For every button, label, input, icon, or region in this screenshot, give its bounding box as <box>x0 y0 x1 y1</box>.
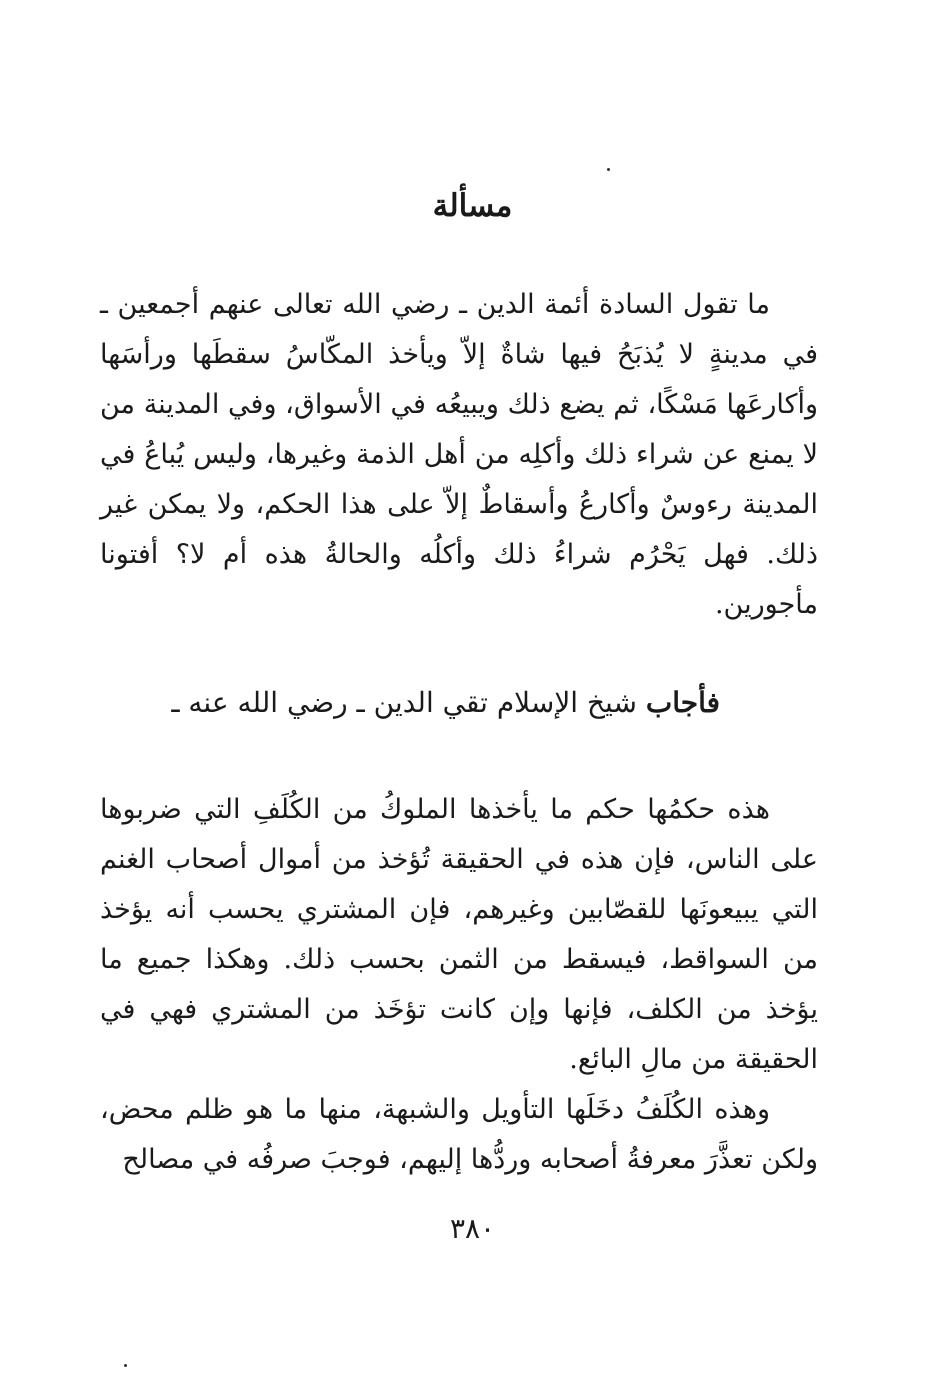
question-paragraph: ما تقول السادة أئمة الدين ـ رضي الله تعالى عنهم أجمعين ـ في مدينةٍ لا يُذبَحُ فيها شاةٌ إلاّ ويأخذ المكّاسُ سقطَها ورأسَها وأكارعَها مَسْكًا، ثم يضع ذلك ويبيعُه في الأسواق، وفي المدينة من لا يمنع عن شراء ذلك وأكلِه من أهل الذمة وغيرها، وليس يُباعُ في المدينة رءوسٌ وأكارعُ وأسقاطٌ إلاّ على هذا الحكم، ولا يمكن غير ذلك. فهل يَحْرُم شراءُ ذلك وأكلُه والحالةُ هذه أم لا؟ أفتونا مأجورين. <box>100 289 818 620</box>
answer-text-block-continued <box>100 1085 818 1185</box>
answer-paragraph: وهذه الكُلَفُ دخَلَها التأويل والشبهة، منها ما هو ظلم محض، ولكن تعذَّرَ معرفةُ أصحابه وردُّها إليهم، فوجبَ صرفُه في مصالح <box>100 1094 818 1175</box>
answer-text-block <box>100 785 818 1085</box>
page-title: مسألة <box>432 188 513 224</box>
answer-heading <box>100 686 720 719</box>
answer-heading-rest: شيخ الإسلام تقي الدين ـ رضي الله عنه ـ <box>171 686 637 719</box>
answer-paragraph: هذه حكمُها حكم ما يأخذها الملوكُ من الكُلَفِ التي ضربوها على الناس، فإن هذه في الحقيقة تُؤخذ من أموال أصحاب الغنم التي يبيعونَها للقصّابين وغيرهم، فإن المشتري يحسب أنه يؤخذ من السواقط، فيسقط من الثمن بحسب ذلك. وهكذا جميع ما يؤخذ من الكلف، فإنها وإن كانت تؤخَذ من المشتري فهي في الحقيقة من مالِ البائع. <box>100 794 818 1075</box>
ink-speck <box>607 168 610 171</box>
question-text-block <box>100 280 818 630</box>
ink-speck <box>124 1364 127 1367</box>
page-number: ٣٨٠ <box>449 1212 496 1245</box>
answer-heading-lead: فأجاب <box>645 686 720 719</box>
